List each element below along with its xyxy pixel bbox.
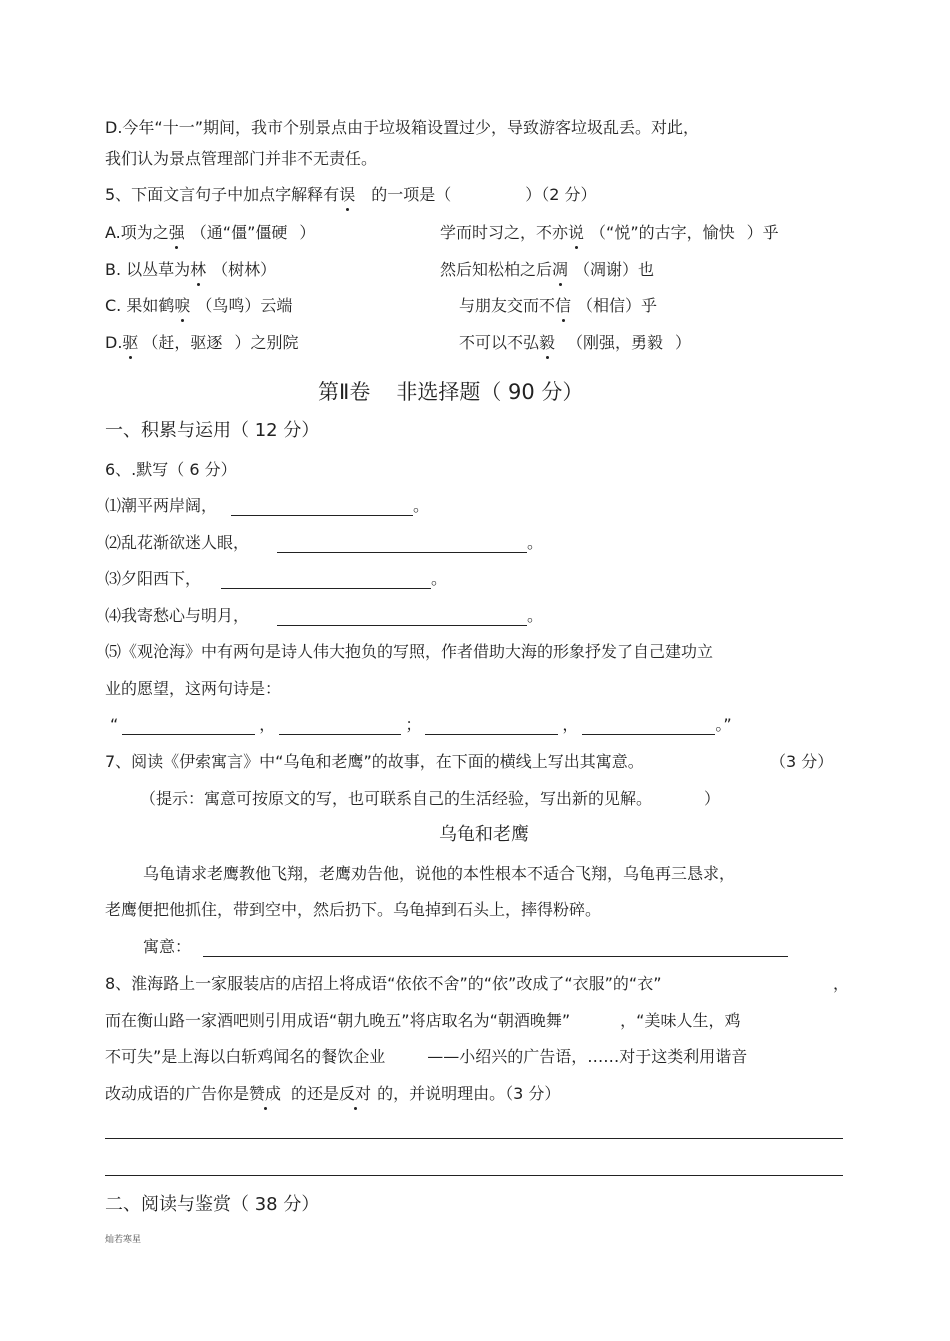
q8-line3: 不可失”是上海以白斩鸡闻名的餐饮企业 ——小绍兴的广告语，……对于这类利用谐音 <box>105 1047 748 1066</box>
answer-blank[interactable] <box>582 718 715 735</box>
q7-story-title: 乌龟和老鹰 <box>439 824 529 845</box>
q8-line1-end: ， <box>833 974 850 993</box>
q8-line2: 而在衡山路一家酒吧则引用成语“朝九晚五”将店取名为“朝酒晚舞” ，“美味人生，鸡 <box>105 1011 741 1030</box>
section-1-title: 一、积累与运用（ 12 分） <box>105 420 320 441</box>
q7-score: （3 分） <box>770 752 834 771</box>
q6-item-4: ⑷我寄愁心与明月， 。 <box>105 606 544 625</box>
q7-story-line1: 乌龟请求老鹰教他飞翔，老鹰劝告他，说他的本性根本不适合飞翔，乌龟再三恳求， <box>143 864 736 883</box>
q7-stem: 7、阅读《伊索寓言》中“乌龟和老鹰”的故事，在下面的横线上写出其寓意。 <box>105 752 644 771</box>
q8-line4: 改动成语的广告你是赞成 的还是反对 的，并说明理由。（3 分） <box>105 1084 561 1103</box>
q5-option-a-right: 学而时习之，不亦说 （“悦”的古字，愉快 ）乎 <box>440 223 779 242</box>
q5-option-d-left: D.驱 （赶，驱逐 ）之别院 <box>105 333 299 352</box>
q8-line1: 8、淮海路上一家服装店的店招上将成语“依依不舍”的“依”改成了“衣服”的“衣” <box>105 974 662 993</box>
q4-option-d-line1: D.今年“十一”期间，我市个别景点由于垃圾箱设置过少，导致游客垃圾乱丢。对此， <box>105 118 699 137</box>
q6-item-5-line1: ⑸《观沧海》中有两句是诗人伟大抱负的写照，作者借助大海的形象抒发了自己建功立 <box>105 642 714 661</box>
answer-blank[interactable] <box>221 572 431 589</box>
q7-story-line2: 老鹰便把他抓住，带到空中，然后扔下。乌龟掉到石头上，摔得粉碎。 <box>105 900 602 919</box>
q6-stem: 6、.默写（ 6 分） <box>105 460 237 479</box>
q4-option-d-line2: 我们认为景点管理部门并非不无责任。 <box>105 149 378 168</box>
q7-meaning: 寓意： <box>143 937 788 957</box>
answer-blank[interactable] <box>277 536 527 553</box>
q5-option-c-right: 与朋友交而不信 （相信）乎 <box>459 296 658 315</box>
answer-blank[interactable] <box>279 718 401 735</box>
q5-emphasis-char: 误 <box>339 185 356 204</box>
answer-blank[interactable] <box>231 499 413 516</box>
q6-item-5-line2: 业的愿望，这两句诗是： <box>105 679 282 698</box>
q5-option-b-left: B. 以丛草为林 （树林） <box>105 260 277 279</box>
q8-answer-line[interactable] <box>105 1138 843 1139</box>
footer-text: 灿若寒星 <box>105 1235 142 1245</box>
answer-blank[interactable] <box>277 609 527 626</box>
section-2-title: 二、阅读与鉴赏（ 38 分） <box>105 1194 320 1215</box>
answer-blank[interactable] <box>425 718 558 735</box>
q5-option-b-right: 然后知松柏之后凋 （凋谢）也 <box>440 260 655 279</box>
q8-answer-line[interactable] <box>105 1175 843 1176</box>
q5-option-d-right: 不可以不弘毅 （刚强，勇毅 ） <box>459 333 692 352</box>
part-2-title: 第Ⅱ卷 非选择题（ 90 分） <box>318 380 584 404</box>
answer-blank[interactable] <box>203 940 788 957</box>
answer-blank[interactable] <box>122 718 255 735</box>
q5-option-a-left: A.项为之强 （通“僵”僵硬 ） <box>105 223 316 242</box>
q6-item-2: ⑵乱花渐欲迷人眼， 。 <box>105 533 544 552</box>
q6-item-3: ⑶夕阳西下， 。 <box>105 569 448 588</box>
q7-hint: （提示：寓意可按原文的写，也可联系自己的生活经验，写出新的见解。 ） <box>140 789 721 808</box>
q6-item-1: ⑴潮平两岸阔， 。 <box>105 496 430 515</box>
q5-stem: 5、下面文言句子中加点字解释有误 的一项是（ ）（2 分） <box>105 185 597 204</box>
q5-option-c-left: C. 果如鹤唳 （鸟鸣）云端 <box>105 296 293 315</box>
q6-item-5-blanks: “ ， ； ， 。” <box>110 715 732 734</box>
